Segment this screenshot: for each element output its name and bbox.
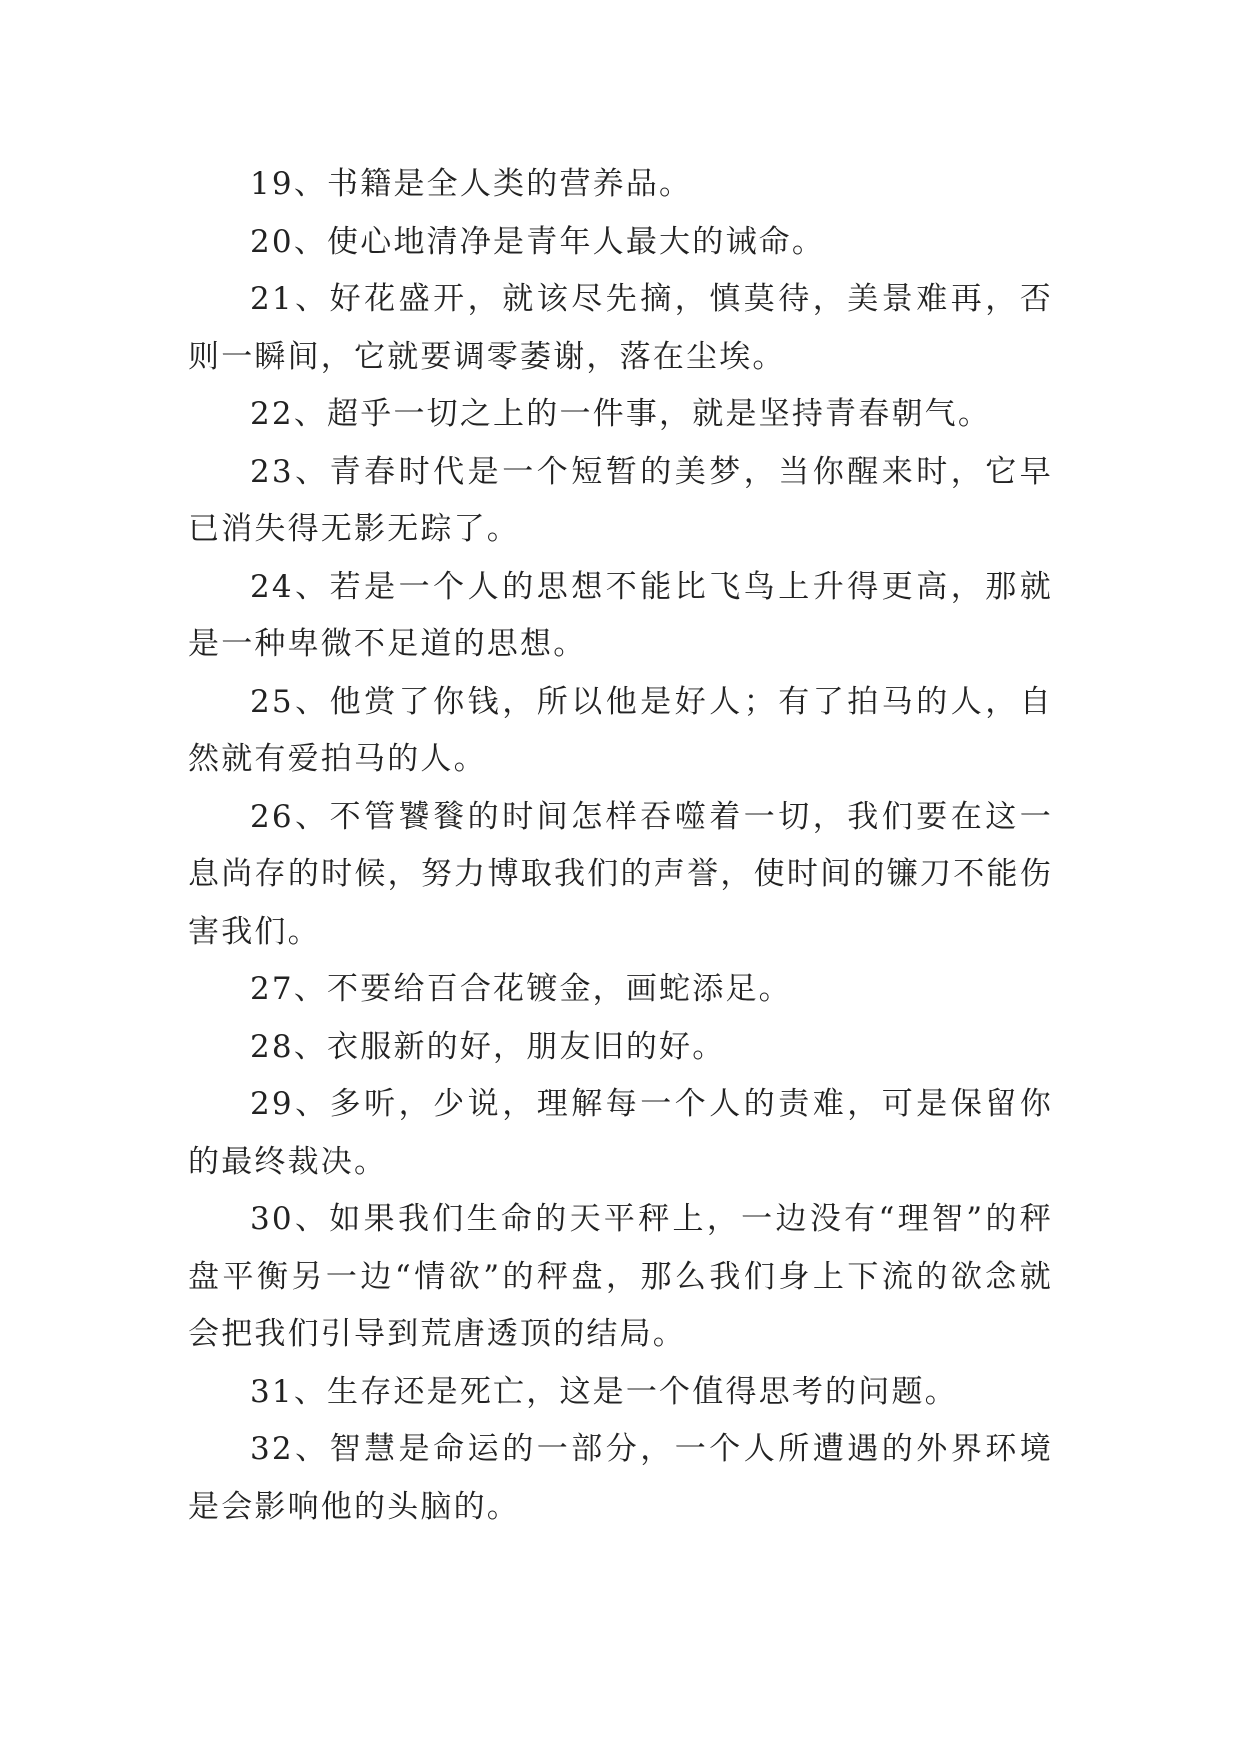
paragraph-31: 31、生存还是死亡，这是一个值得思考的问题。 bbox=[250, 1373, 958, 1410]
paragraph-29: 29、多听，少说，理解每一个人的责难，可是保留你的最终裁决。 bbox=[188, 1086, 1053, 1180]
paragraph-24: 24、若是一个人的思想不能比飞鸟上升得更高，那就是一种卑微不足道的思想。 bbox=[188, 568, 1053, 662]
paragraph-28: 28、衣服新的好，朋友旧的好。 bbox=[250, 1028, 726, 1065]
paragraph-21: 21、好花盛开，就该尽先摘，慎莫待，美景难再，否则一瞬间，它就要调零萎谢，落在尘埃。 bbox=[188, 281, 1053, 375]
paragraph-22: 22、超乎一切之上的一件事，就是坚持青春朝气。 bbox=[250, 396, 992, 432]
paragraph-30: 30、如果我们生命的天平秤上，一边没有“理智”的秤盘平衡另一边“情欲”的秤盘，那么我们身上下流的欲念就会把我们引导到荒唐透顶的结局。 bbox=[188, 1201, 1053, 1352]
paragraph-26: 26、不管饕餮的时间怎样吞噬着一切，我们要在这一息尚存的时候，努力博取我们的声誉，使时间的镰刀不能伤害我们。 bbox=[188, 798, 1053, 950]
paragraph-25: 25、他赏了你钱，所以他是好人；有了拍马的人，自然就有爱拍马的人。 bbox=[188, 683, 1053, 777]
paragraph-32: 32、智慧是命运的一部分，一个人所遭遇的外界环境是会影响他的头脑的。 bbox=[188, 1431, 1053, 1525]
document-body bbox=[188, 156, 1053, 1536]
paragraph-20: 20、使心地清净是青年人最大的诫命。 bbox=[250, 223, 826, 260]
paragraph-19: 19、书籍是全人类的营养品。 bbox=[250, 166, 693, 202]
paragraph-23: 23、青春时代是一个短暂的美梦，当你醒来时，它早已消失得无影无踪了。 bbox=[188, 453, 1053, 547]
paragraph-27: 27、不要给百合花镀金，画蛇添足。 bbox=[250, 971, 792, 1007]
